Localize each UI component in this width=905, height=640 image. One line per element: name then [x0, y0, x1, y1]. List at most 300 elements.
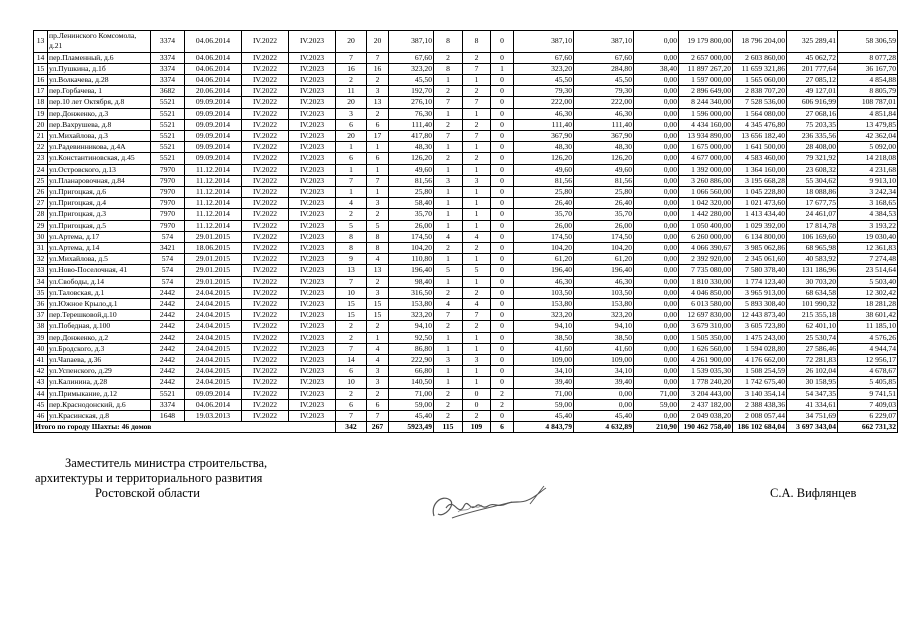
cell-cost-region: 72 281,83 [787, 354, 838, 365]
cell-residents-total: 20 [336, 31, 367, 53]
total-label: Итого по городу Шахты: 46 домов [34, 422, 336, 433]
cell-plan-start: IV.2022 [242, 377, 289, 388]
cell-cost-total: 1 066 560,00 [679, 186, 733, 197]
cell-plan-start: IV.2022 [242, 343, 289, 354]
cell-plan-end: IV.2023 [289, 388, 336, 399]
resettlement-table [33, 30, 898, 433]
cell-cost-local: 58 306,59 [838, 31, 898, 53]
cell-residents-resettled: 2 [367, 388, 389, 399]
cell-area-private: 46,30 [574, 108, 634, 119]
cell-rooms-total: 4 [434, 298, 463, 309]
cell-rooms-private: 3 [463, 175, 491, 186]
cell-rooms-municipal: 0 [491, 287, 514, 298]
cell-rooms-total: 2 [434, 388, 463, 399]
cell-cost-fund: 1 774 123,40 [733, 276, 787, 287]
cell-rooms-total: 1 [434, 142, 463, 153]
cell-residents-total: 2 [336, 321, 367, 332]
cell-area-private: 39,40 [574, 377, 634, 388]
cell-cost-region: 606 916,99 [787, 97, 838, 108]
cell-rooms-municipal: 0 [491, 310, 514, 321]
cell-area-resettle-total: 81,56 [514, 175, 574, 186]
cell-rooms-municipal: 1 [491, 63, 514, 74]
cell-area-private: 45,50 [574, 74, 634, 85]
cell-plan-end: IV.2023 [289, 254, 336, 265]
cell-cost-local: 4 231,68 [838, 164, 898, 175]
cell-residents-resettled: 15 [367, 310, 389, 321]
cell-rooms-private: 1 [463, 198, 491, 209]
cell-cost-total: 2 657 000,00 [679, 52, 733, 63]
table-row [34, 175, 898, 186]
cell-plan-end: IV.2023 [289, 366, 336, 377]
cell-rooms-private: 2 [463, 119, 491, 130]
cell-doc-number: 7970 [151, 186, 185, 197]
cell-row-number: 23 [34, 153, 48, 164]
table-row [34, 164, 898, 175]
cell-cost-fund: 1 045 228,80 [733, 186, 787, 197]
cell-plan-end: IV.2023 [289, 242, 336, 253]
cell-rooms-total: 8 [434, 63, 463, 74]
cell-rooms-municipal: 0 [491, 411, 514, 422]
cell-cost-total: 3 260 886,00 [679, 175, 733, 186]
cell-rooms-total: 2 [434, 399, 463, 410]
cell-rooms-municipal: 0 [491, 74, 514, 85]
cell-address: ул.Примыкание, д.12 [48, 388, 151, 399]
cell-cost-fund: 1 364 160,00 [733, 164, 787, 175]
cell-area-total: 316,50 [389, 287, 434, 298]
cell-residents-resettled: 1 [367, 142, 389, 153]
cell-cost-local: 108 787,01 [838, 97, 898, 108]
cell-area-total: 104,20 [389, 242, 434, 253]
cell-plan-end: IV.2023 [289, 164, 336, 175]
cell-cost-fund: 2 008 057,44 [733, 411, 787, 422]
cell-area-resettle-total: 126,20 [514, 153, 574, 164]
cell-rooms-municipal: 0 [491, 86, 514, 97]
cell-area-private: 48,30 [574, 142, 634, 153]
cell-address: ул.Пригоцкая, д.6 [48, 186, 151, 197]
cell-plan-start: IV.2022 [242, 242, 289, 253]
table-row [34, 411, 898, 422]
cell-area-total: 86,80 [389, 343, 434, 354]
cell-doc-number: 2442 [151, 298, 185, 309]
cell-doc-date: 04.06.2014 [185, 74, 242, 85]
cell-cost-total: 1 505 350,00 [679, 332, 733, 343]
cell-rooms-private: 4 [463, 231, 491, 242]
cell-doc-date: 24.04.2015 [185, 298, 242, 309]
cell-doc-number: 5521 [151, 388, 185, 399]
cell-area-private: 222,00 [574, 97, 634, 108]
cell-cost-local: 3 168,65 [838, 198, 898, 209]
cell-area-resettle-total: 387,10 [514, 31, 574, 53]
cell-cost-total: 4 066 390,67 [679, 242, 733, 253]
cell-cost-region: 28 408,00 [787, 142, 838, 153]
cell-rooms-municipal: 0 [491, 142, 514, 153]
cell-area-resettle-total: 25,80 [514, 186, 574, 197]
cell-cost-total: 4 046 850,00 [679, 287, 733, 298]
cell-area-resettle-total: 196,40 [514, 265, 574, 276]
cell-cost-local: 38 601,42 [838, 310, 898, 321]
cell-cost-fund: 11 659 321,86 [733, 63, 787, 74]
cell-residents-total: 9 [336, 254, 367, 265]
cell-cost-region: 17 814,78 [787, 220, 838, 231]
cell-cost-local: 36 167,70 [838, 63, 898, 74]
cell-rooms-municipal: 0 [491, 209, 514, 220]
cell-residents-total: 2 [336, 388, 367, 399]
cell-doc-date: 24.04.2015 [185, 310, 242, 321]
cell-rooms-total: 2 [434, 411, 463, 422]
cell-residents-total: 13 [336, 265, 367, 276]
cell-doc-number: 574 [151, 276, 185, 287]
cell-cost-fund: 3 985 062,86 [733, 242, 787, 253]
table-row [34, 220, 898, 231]
cell-plan-end: IV.2023 [289, 411, 336, 422]
cell-area-municipal: 0,00 [634, 175, 679, 186]
cell-doc-number: 3374 [151, 31, 185, 53]
table-row [34, 265, 898, 276]
cell-row-number: 39 [34, 332, 48, 343]
cell-doc-number: 3682 [151, 86, 185, 97]
cell-rooms-private: 2 [463, 86, 491, 97]
cell-row-number: 26 [34, 186, 48, 197]
cell-residents-total: 8 [336, 231, 367, 242]
cell-cost-region: 23 608,32 [787, 164, 838, 175]
cell-address: ул.Артема, д.17 [48, 231, 151, 242]
cell-cost-region: 215 355,18 [787, 310, 838, 321]
cell-plan-end: IV.2023 [289, 31, 336, 53]
cell-area-private: 25,80 [574, 186, 634, 197]
cell-rooms-total: 7 [434, 130, 463, 141]
table-row [34, 97, 898, 108]
cell-residents-resettled: 4 [367, 354, 389, 365]
cell-cost-region: 68 965,98 [787, 242, 838, 253]
cell-area-resettle-total: 26,00 [514, 220, 574, 231]
cell-area-total: 81,56 [389, 175, 434, 186]
cell-area-municipal: 0,00 [634, 164, 679, 175]
cell-area-total: 276,10 [389, 97, 434, 108]
cell-rooms-municipal: 0 [491, 153, 514, 164]
cell-area-total: 174,50 [389, 231, 434, 242]
cell-address: ул.Островского, д.13 [48, 164, 151, 175]
cell-row-number: 41 [34, 354, 48, 365]
cell-plan-end: IV.2023 [289, 74, 336, 85]
cell-area-municipal: 0,00 [634, 142, 679, 153]
cell-rooms-total: 2 [434, 52, 463, 63]
cell-doc-number: 3421 [151, 242, 185, 253]
cell-area-total: 35,70 [389, 209, 434, 220]
cell-doc-date: 24.04.2015 [185, 354, 242, 365]
cell-doc-number: 7970 [151, 220, 185, 231]
cell-doc-date: 04.06.2014 [185, 31, 242, 53]
cell-doc-date: 19.03.2013 [185, 411, 242, 422]
cell-area-municipal: 0,00 [634, 186, 679, 197]
cell-area-municipal: 0,00 [634, 287, 679, 298]
cell-cost-fund: 2 388 438,36 [733, 399, 787, 410]
cell-area-municipal: 0,00 [634, 231, 679, 242]
cell-rooms-municipal: 0 [491, 198, 514, 209]
cell-residents-total: 1 [336, 164, 367, 175]
cell-rooms-total: 3 [434, 175, 463, 186]
cell-address: ул.Пригоцкая, д.4 [48, 198, 151, 209]
cell-cost-total: 4 261 900,00 [679, 354, 733, 365]
cell-cost-local: 4 678,67 [838, 366, 898, 377]
cell-rooms-municipal: 0 [491, 321, 514, 332]
cell-plan-end: IV.2023 [289, 130, 336, 141]
cell-residents-resettled: 7 [367, 52, 389, 63]
table-row [34, 119, 898, 130]
cell-area-total: 387,10 [389, 31, 434, 53]
cell-residents-total: 2 [336, 332, 367, 343]
cell-residents-resettled: 15 [367, 298, 389, 309]
cell-row-number: 28 [34, 209, 48, 220]
cell-address: ул.Радевинникова, д.4А [48, 142, 151, 153]
table-row [34, 231, 898, 242]
cell-cost-total: 1 050 400,00 [679, 220, 733, 231]
cell-area-total: 126,20 [389, 153, 434, 164]
cell-cost-total: 6 013 580,00 [679, 298, 733, 309]
cell-plan-start: IV.2022 [242, 265, 289, 276]
cell-doc-number: 5521 [151, 130, 185, 141]
cell-rooms-private: 2 [463, 321, 491, 332]
cell-rooms-private: 1 [463, 209, 491, 220]
cell-address: пер.Горбачева, 1 [48, 86, 151, 97]
cell-doc-date: 24.04.2015 [185, 377, 242, 388]
cell-cost-fund: 13 656 182,40 [733, 130, 787, 141]
cell-residents-total: 10 [336, 287, 367, 298]
cell-cost-region: 101 990,32 [787, 298, 838, 309]
cell-area-resettle-total: 26,40 [514, 198, 574, 209]
cell-rooms-private: 2 [463, 411, 491, 422]
cell-address: пер.Донженко, д.3 [48, 108, 151, 119]
cell-area-total: 49,60 [389, 164, 434, 175]
cell-residents-resettled: 6 [367, 399, 389, 410]
cell-cost-total: 1 442 280,00 [679, 209, 733, 220]
cell-address: ул.Волкачева, д.28 [48, 74, 151, 85]
cell-area-private: 111,40 [574, 119, 634, 130]
cell-plan-end: IV.2023 [289, 265, 336, 276]
cell-doc-date: 11.12.2014 [185, 164, 242, 175]
table-row [34, 354, 898, 365]
cell-plan-end: IV.2023 [289, 298, 336, 309]
cell-cost-fund: 3 965 913,00 [733, 287, 787, 298]
cell-cost-region: 55 304,62 [787, 175, 838, 186]
cell-doc-date: 18.06.2015 [185, 242, 242, 253]
cell-doc-number: 574 [151, 254, 185, 265]
cell-area-total: 110,80 [389, 254, 434, 265]
cell-residents-total: 2 [336, 209, 367, 220]
cell-cost-total: 1 597 000,00 [679, 74, 733, 85]
cell-plan-start: IV.2022 [242, 231, 289, 242]
total-cost-region: 3 697 343,04 [787, 422, 838, 433]
cell-cost-fund: 18 796 204,00 [733, 31, 787, 53]
cell-area-private: 109,00 [574, 354, 634, 365]
cell-rooms-total: 7 [434, 97, 463, 108]
cell-cost-region: 30 703,20 [787, 276, 838, 287]
cell-rooms-municipal: 0 [491, 108, 514, 119]
cell-area-resettle-total: 35,70 [514, 209, 574, 220]
cell-doc-date: 04.06.2014 [185, 399, 242, 410]
total-area-private: 4 632,89 [574, 422, 634, 433]
cell-rooms-private: 0 [463, 388, 491, 399]
cell-address: ул.Пушкина, д.1б [48, 63, 151, 74]
cell-doc-date: 09.09.2014 [185, 119, 242, 130]
handwritten-signature [428, 478, 558, 528]
cell-row-number: 17 [34, 86, 48, 97]
cell-doc-number: 3374 [151, 63, 185, 74]
cell-cost-local: 12 361,83 [838, 242, 898, 253]
cell-address: пер.Пламенный, д.6 [48, 52, 151, 63]
cell-address: ул.Планаровочная, д.84 [48, 175, 151, 186]
cell-residents-resettled: 7 [367, 411, 389, 422]
cell-cost-local: 12 956,17 [838, 354, 898, 365]
cell-residents-total: 1 [336, 142, 367, 153]
cell-residents-resettled: 5 [367, 220, 389, 231]
cell-area-resettle-total: 39,40 [514, 377, 574, 388]
cell-residents-resettled: 3 [367, 287, 389, 298]
cell-cost-region: 236 335,56 [787, 130, 838, 141]
cell-cost-local: 23 514,64 [838, 265, 898, 276]
cell-cost-fund: 1 413 434,40 [733, 209, 787, 220]
cell-plan-end: IV.2023 [289, 108, 336, 119]
cell-rooms-private: 1 [463, 343, 491, 354]
cell-plan-start: IV.2022 [242, 130, 289, 141]
cell-plan-end: IV.2023 [289, 354, 336, 365]
table-row [34, 343, 898, 354]
cell-row-number: 24 [34, 164, 48, 175]
cell-residents-total: 11 [336, 86, 367, 97]
total-area-total: 5923,49 [389, 422, 434, 433]
cell-area-private: 79,30 [574, 86, 634, 97]
cell-rooms-total: 1 [434, 164, 463, 175]
cell-cost-local: 7 274,48 [838, 254, 898, 265]
cell-rooms-private: 1 [463, 142, 491, 153]
cell-plan-end: IV.2023 [289, 332, 336, 343]
cell-address: ул.Константиновская, д.45 [48, 153, 151, 164]
cell-area-private: 94,10 [574, 321, 634, 332]
cell-plan-end: IV.2023 [289, 209, 336, 220]
cell-doc-number: 2442 [151, 310, 185, 321]
cell-residents-resettled: 2 [367, 74, 389, 85]
cell-doc-date: 09.09.2014 [185, 142, 242, 153]
table-row [34, 130, 898, 141]
cell-cost-total: 1 539 035,30 [679, 366, 733, 377]
table-row [34, 254, 898, 265]
cell-area-municipal: 0,00 [634, 332, 679, 343]
cell-area-municipal: 0,00 [634, 343, 679, 354]
cell-area-municipal: 0,00 [634, 97, 679, 108]
cell-rooms-municipal: 0 [491, 298, 514, 309]
table-row [34, 198, 898, 209]
cell-address: пер.10 лет Октября, д.8 [48, 97, 151, 108]
cell-address: ул.Победная, д.100 [48, 321, 151, 332]
cell-area-total: 71,00 [389, 388, 434, 399]
cell-rooms-total: 1 [434, 198, 463, 209]
cell-residents-total: 1 [336, 186, 367, 197]
cell-doc-date: 29.01.2015 [185, 231, 242, 242]
cell-doc-number: 7970 [151, 175, 185, 186]
table-row [34, 74, 898, 85]
cell-doc-number: 2442 [151, 321, 185, 332]
signatory-name: С.А. Вифлянцев [770, 486, 857, 500]
cell-plan-start: IV.2022 [242, 321, 289, 332]
cell-doc-number: 574 [151, 265, 185, 276]
cell-area-private: 41,60 [574, 343, 634, 354]
cell-cost-fund: 3 605 723,80 [733, 321, 787, 332]
cell-cost-total: 12 697 830,00 [679, 310, 733, 321]
total-rooms-municipal: 6 [491, 422, 514, 433]
cell-rooms-municipal: 0 [491, 97, 514, 108]
cell-doc-number: 2442 [151, 343, 185, 354]
cell-residents-resettled: 2 [367, 209, 389, 220]
cell-cost-region: 27 068,16 [787, 108, 838, 119]
cell-area-total: 417,80 [389, 130, 434, 141]
cell-cost-total: 2 437 182,00 [679, 399, 733, 410]
cell-rooms-municipal: 0 [491, 164, 514, 175]
table-row [34, 298, 898, 309]
cell-cost-fund: 6 134 800,00 [733, 231, 787, 242]
cell-plan-end: IV.2023 [289, 142, 336, 153]
cell-rooms-private: 8 [463, 31, 491, 53]
cell-rooms-municipal: 0 [491, 276, 514, 287]
cell-address: ул.Свободы, д.14 [48, 276, 151, 287]
cell-plan-start: IV.2022 [242, 74, 289, 85]
cell-cost-fund: 7 528 536,00 [733, 97, 787, 108]
cell-cost-fund: 4 345 476,80 [733, 119, 787, 130]
cell-rooms-private: 1 [463, 366, 491, 377]
table-body [34, 31, 898, 433]
cell-doc-date: 09.09.2014 [185, 388, 242, 399]
cell-area-municipal: 0,00 [634, 298, 679, 309]
cell-area-private: 61,20 [574, 254, 634, 265]
cell-cost-total: 13 934 890,00 [679, 130, 733, 141]
cell-area-private: 284,80 [574, 63, 634, 74]
cell-area-total: 111,40 [389, 119, 434, 130]
cell-cost-region: 27 586,46 [787, 343, 838, 354]
cell-plan-start: IV.2022 [242, 153, 289, 164]
cell-area-total: 140,50 [389, 377, 434, 388]
cell-cost-region: 41 334,61 [787, 399, 838, 410]
cell-address: ул.Михайлова, д.5 [48, 254, 151, 265]
cell-rooms-municipal: 0 [491, 52, 514, 63]
cell-doc-number: 2442 [151, 377, 185, 388]
cell-area-municipal: 0,00 [634, 242, 679, 253]
cell-row-number: 29 [34, 220, 48, 231]
cell-residents-resettled: 3 [367, 198, 389, 209]
cell-area-private: 103,50 [574, 287, 634, 298]
cell-residents-total: 6 [336, 119, 367, 130]
cell-area-total: 94,10 [389, 321, 434, 332]
cell-address: ул.Пригоцкая, д.3 [48, 209, 151, 220]
cell-rooms-municipal: 0 [491, 119, 514, 130]
cell-cost-total: 3 204 443,00 [679, 388, 733, 399]
cell-cost-total: 1 392 000,00 [679, 164, 733, 175]
cell-area-resettle-total: 104,20 [514, 242, 574, 253]
cell-area-total: 59,00 [389, 399, 434, 410]
cell-residents-resettled: 20 [367, 31, 389, 53]
cell-residents-total: 7 [336, 276, 367, 287]
cell-rooms-total: 2 [434, 153, 463, 164]
cell-address: ул.Красинская, д.8 [48, 411, 151, 422]
cell-area-private: 323,20 [574, 310, 634, 321]
cell-area-private: 0,00 [574, 388, 634, 399]
cell-rooms-municipal: 0 [491, 354, 514, 365]
cell-area-municipal: 71,00 [634, 388, 679, 399]
cell-cost-fund: 1 641 500,00 [733, 142, 787, 153]
cell-rooms-total: 2 [434, 119, 463, 130]
cell-row-number: 38 [34, 321, 48, 332]
cell-area-resettle-total: 323,20 [514, 63, 574, 74]
cell-cost-fund: 1 021 473,60 [733, 198, 787, 209]
cell-rooms-private: 2 [463, 52, 491, 63]
cell-area-resettle-total: 41,60 [514, 343, 574, 354]
